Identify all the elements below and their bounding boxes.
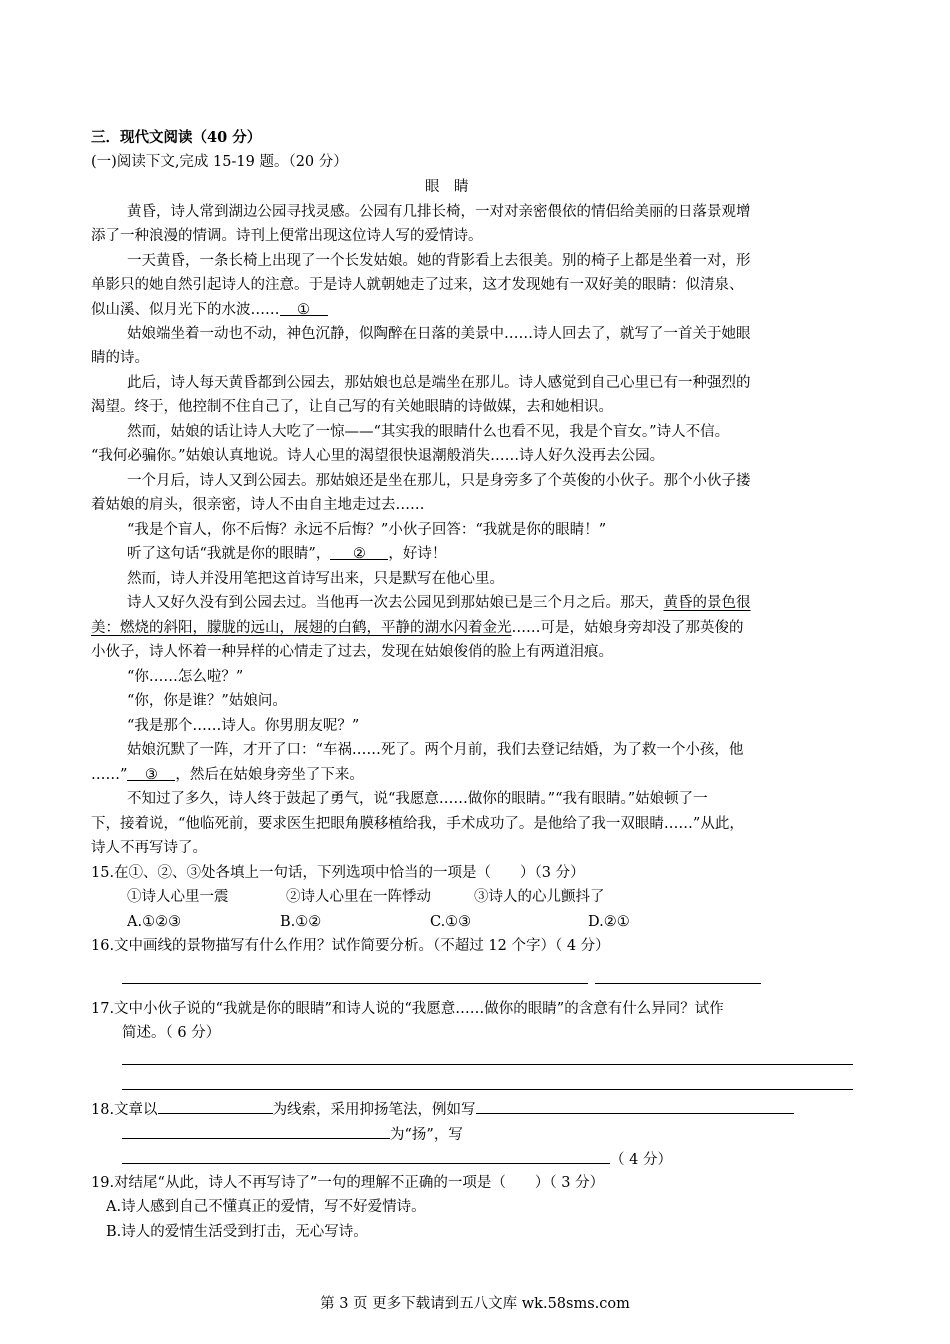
- paragraph-text: 听了这句话“我就是你的眼睛”，: [127, 546, 331, 562]
- q18-text: 为“扬”，写: [390, 1127, 463, 1143]
- answer-line[interactable]: [122, 983, 588, 984]
- paragraph-line: 添了一种浪漫的情调。诗刊上便常出现这位诗人写的爱情诗。: [91, 228, 483, 244]
- paragraph-text: ，好诗！: [388, 546, 447, 562]
- paragraph-line: 然而，诗人并没用笔把这首诗写出来，只是默写在他心里。: [127, 571, 504, 587]
- q15-item: ③诗人的心儿颤抖了: [474, 889, 605, 905]
- q15-item: ②诗人心里在一阵悸动: [286, 889, 431, 905]
- paragraph-line: 姑娘端坐着一动也不动，神色沉静，似陶醉在日落的美景中……诗人回去了，就写了一首关于她眼: [127, 326, 751, 342]
- q15-option-a[interactable]: A.①②③: [127, 914, 182, 930]
- question-17-cont: 简述。（ 6 分）: [122, 1025, 221, 1041]
- q18-blank-clue[interactable]: [158, 1096, 273, 1114]
- paragraph-line: “你……怎么啦？”: [127, 669, 244, 685]
- paragraph-text: 似山溪、似月光下的水波……: [91, 302, 280, 318]
- question-17: 17.文中小伙子说的“我就是你的眼睛”和诗人说的“我愿意……做你的眼睛”的含意有什么异同？试作: [91, 1001, 724, 1017]
- q18-text: 为线索，采用抑扬笔法，例如写: [272, 1102, 476, 1118]
- question-19: 19.对结尾“从此，诗人不再写诗了”一句的理解不正确的一项是（ ）（ 3 分）: [91, 1175, 605, 1191]
- section-title: 三．现代文阅读（40 分）: [91, 129, 262, 146]
- paragraph-text: ……”: [91, 767, 128, 783]
- paragraph-line: 一天黄昏，一条长椅上出现了一个长发姑娘。她的背影看上去很美。别的椅子上都是坐着一对，形: [127, 253, 751, 269]
- paragraph-text: ……可是，姑娘身旁却没了那英俊的: [511, 620, 744, 636]
- page-footer: 第 3 页 更多下载请到五八文库 wk.58sms.com: [320, 1296, 630, 1312]
- paragraph-line: 睛的诗。: [91, 350, 149, 366]
- paragraph-line: “我是个盲人，你不后悔？永远不后悔？”小伙子回答：“我就是你的眼睛！”: [127, 522, 607, 538]
- fill-blank-1: ①: [280, 298, 328, 316]
- section-subtitle: (一)阅读下文,完成 15-19 题。（20 分）: [91, 154, 348, 170]
- paragraph-line: [91, 616, 744, 640]
- paragraph-text: 诗人又好久没有到公园去过。当他再一次去公园见到那姑娘已是三个月之后。那天，: [127, 595, 664, 611]
- q19-option-a[interactable]: A.诗人感到自己不懂真正的爱情，写不好爱情诗。: [106, 1199, 426, 1215]
- paragraph-line: [91, 763, 364, 787]
- q18-text: （ 4 分）: [610, 1152, 672, 1168]
- paragraph-line: 黄昏，诗人常到湖边公园寻找灵感。公园有几排长椅，一对对亲密偎依的情侣给美丽的日落景观增: [127, 204, 751, 220]
- question-18-cont: [122, 1146, 672, 1172]
- paragraph-line: 然而，姑娘的话让诗人大吃了一惊——“其实我的眼睛什么也看不见，我是个盲女。”诗人不信。: [127, 424, 730, 440]
- paragraph-line: 不知过了多久，诗人终于鼓起了勇气，说“我愿意……做你的眼睛。”“我有眼睛。”姑娘顿了一: [127, 791, 708, 807]
- q18-blank-yi[interactable]: [122, 1146, 610, 1164]
- underlined-scenery-text: 美：燃烧的斜阳，朦胧的远山，展翅的白鹤，平静的湖水闪着金光: [91, 620, 512, 636]
- paragraph-line: 姑娘沉默了一阵，才开了口：“车祸……死了。两个月前，我们去登记结婚，为了救一个小孩，他: [127, 742, 744, 758]
- article-title: 眼 睛: [425, 179, 469, 195]
- paragraph-line: [127, 591, 751, 615]
- answer-line[interactable]: [122, 1064, 853, 1065]
- q19-option-b[interactable]: B.诗人的爱情生活受到打击，无心写诗。: [106, 1224, 368, 1240]
- paragraph-line: 下，接着说，“他临死前，要求医生把眼角膜移植给我，手术成功了。是他给了我一双眼睛……”从此，: [91, 816, 744, 832]
- q15-option-d[interactable]: D.②①: [588, 914, 630, 930]
- underlined-scenery-text: 黄昏的景色很: [663, 595, 751, 611]
- paragraph-line: “我是那个……诗人。你男朋友呢？”: [127, 718, 360, 734]
- q18-blank-yang[interactable]: [122, 1121, 390, 1139]
- question-18: [91, 1096, 794, 1122]
- paragraph-line: 一个月后，诗人又到公园去。那姑娘还是坐在那儿，只是身旁多了个英俊的小伙子。那个小伙子搂: [127, 473, 751, 489]
- paragraph-line: “我何必骗你。”姑娘认真地说。诗人心里的渴望很快退潮般消失……诗人好久没再去公园。: [91, 448, 665, 464]
- paragraph-line: [91, 298, 328, 322]
- question-16: 16.文中画线的景物描写有什么作用？试作简要分析。（不超过 12 个字）（ 4 分）: [91, 938, 610, 954]
- fill-blank-2: ②: [330, 542, 388, 560]
- paragraph-line: 单影只的她自然引起诗人的注意。于是诗人就朝她走了过来，这才发现她有一双好美的眼睛：似清泉、: [91, 277, 744, 293]
- paragraph-line: 渴望。终于，他控制不住自己了，让自己写的有关她眼睛的诗做媒，去和她相识。: [91, 399, 613, 415]
- paragraph-line: 此后，诗人每天黄昏都到公园去，那姑娘也总是端坐在那儿。诗人感觉到自己心里已有一种强烈的: [127, 375, 751, 391]
- q15-item: ①诗人心里一震: [127, 889, 229, 905]
- q15-option-b[interactable]: B.①②: [280, 914, 322, 930]
- question-15: 15.在①、②、③处各填上一句话，下列选项中恰当的一项是（ ）（3 分）: [91, 865, 585, 881]
- paragraph-line: [127, 542, 446, 566]
- paragraph-line: 小伙子，诗人怀着一种异样的心情走了过去，发现在姑娘俊俏的脸上有两道泪痕。: [91, 644, 613, 660]
- paragraph-line: 诗人不再写诗了。: [91, 840, 207, 856]
- paragraph-line: “你，你是谁？”姑娘问。: [127, 693, 287, 709]
- question-18-cont: [122, 1121, 463, 1147]
- q18-text: 18.文章以: [91, 1102, 158, 1118]
- q15-option-c[interactable]: C.①③: [430, 914, 472, 930]
- answer-line[interactable]: [595, 983, 761, 984]
- answer-line[interactable]: [122, 1089, 853, 1090]
- paragraph-text: ，然后在姑娘身旁坐了下来。: [175, 767, 364, 783]
- q18-blank-example[interactable]: [476, 1096, 794, 1114]
- paragraph-line: 着姑娘的肩头，很亲密，诗人不由自主地走过去……: [91, 497, 425, 513]
- fill-blank-3: ③: [127, 763, 175, 781]
